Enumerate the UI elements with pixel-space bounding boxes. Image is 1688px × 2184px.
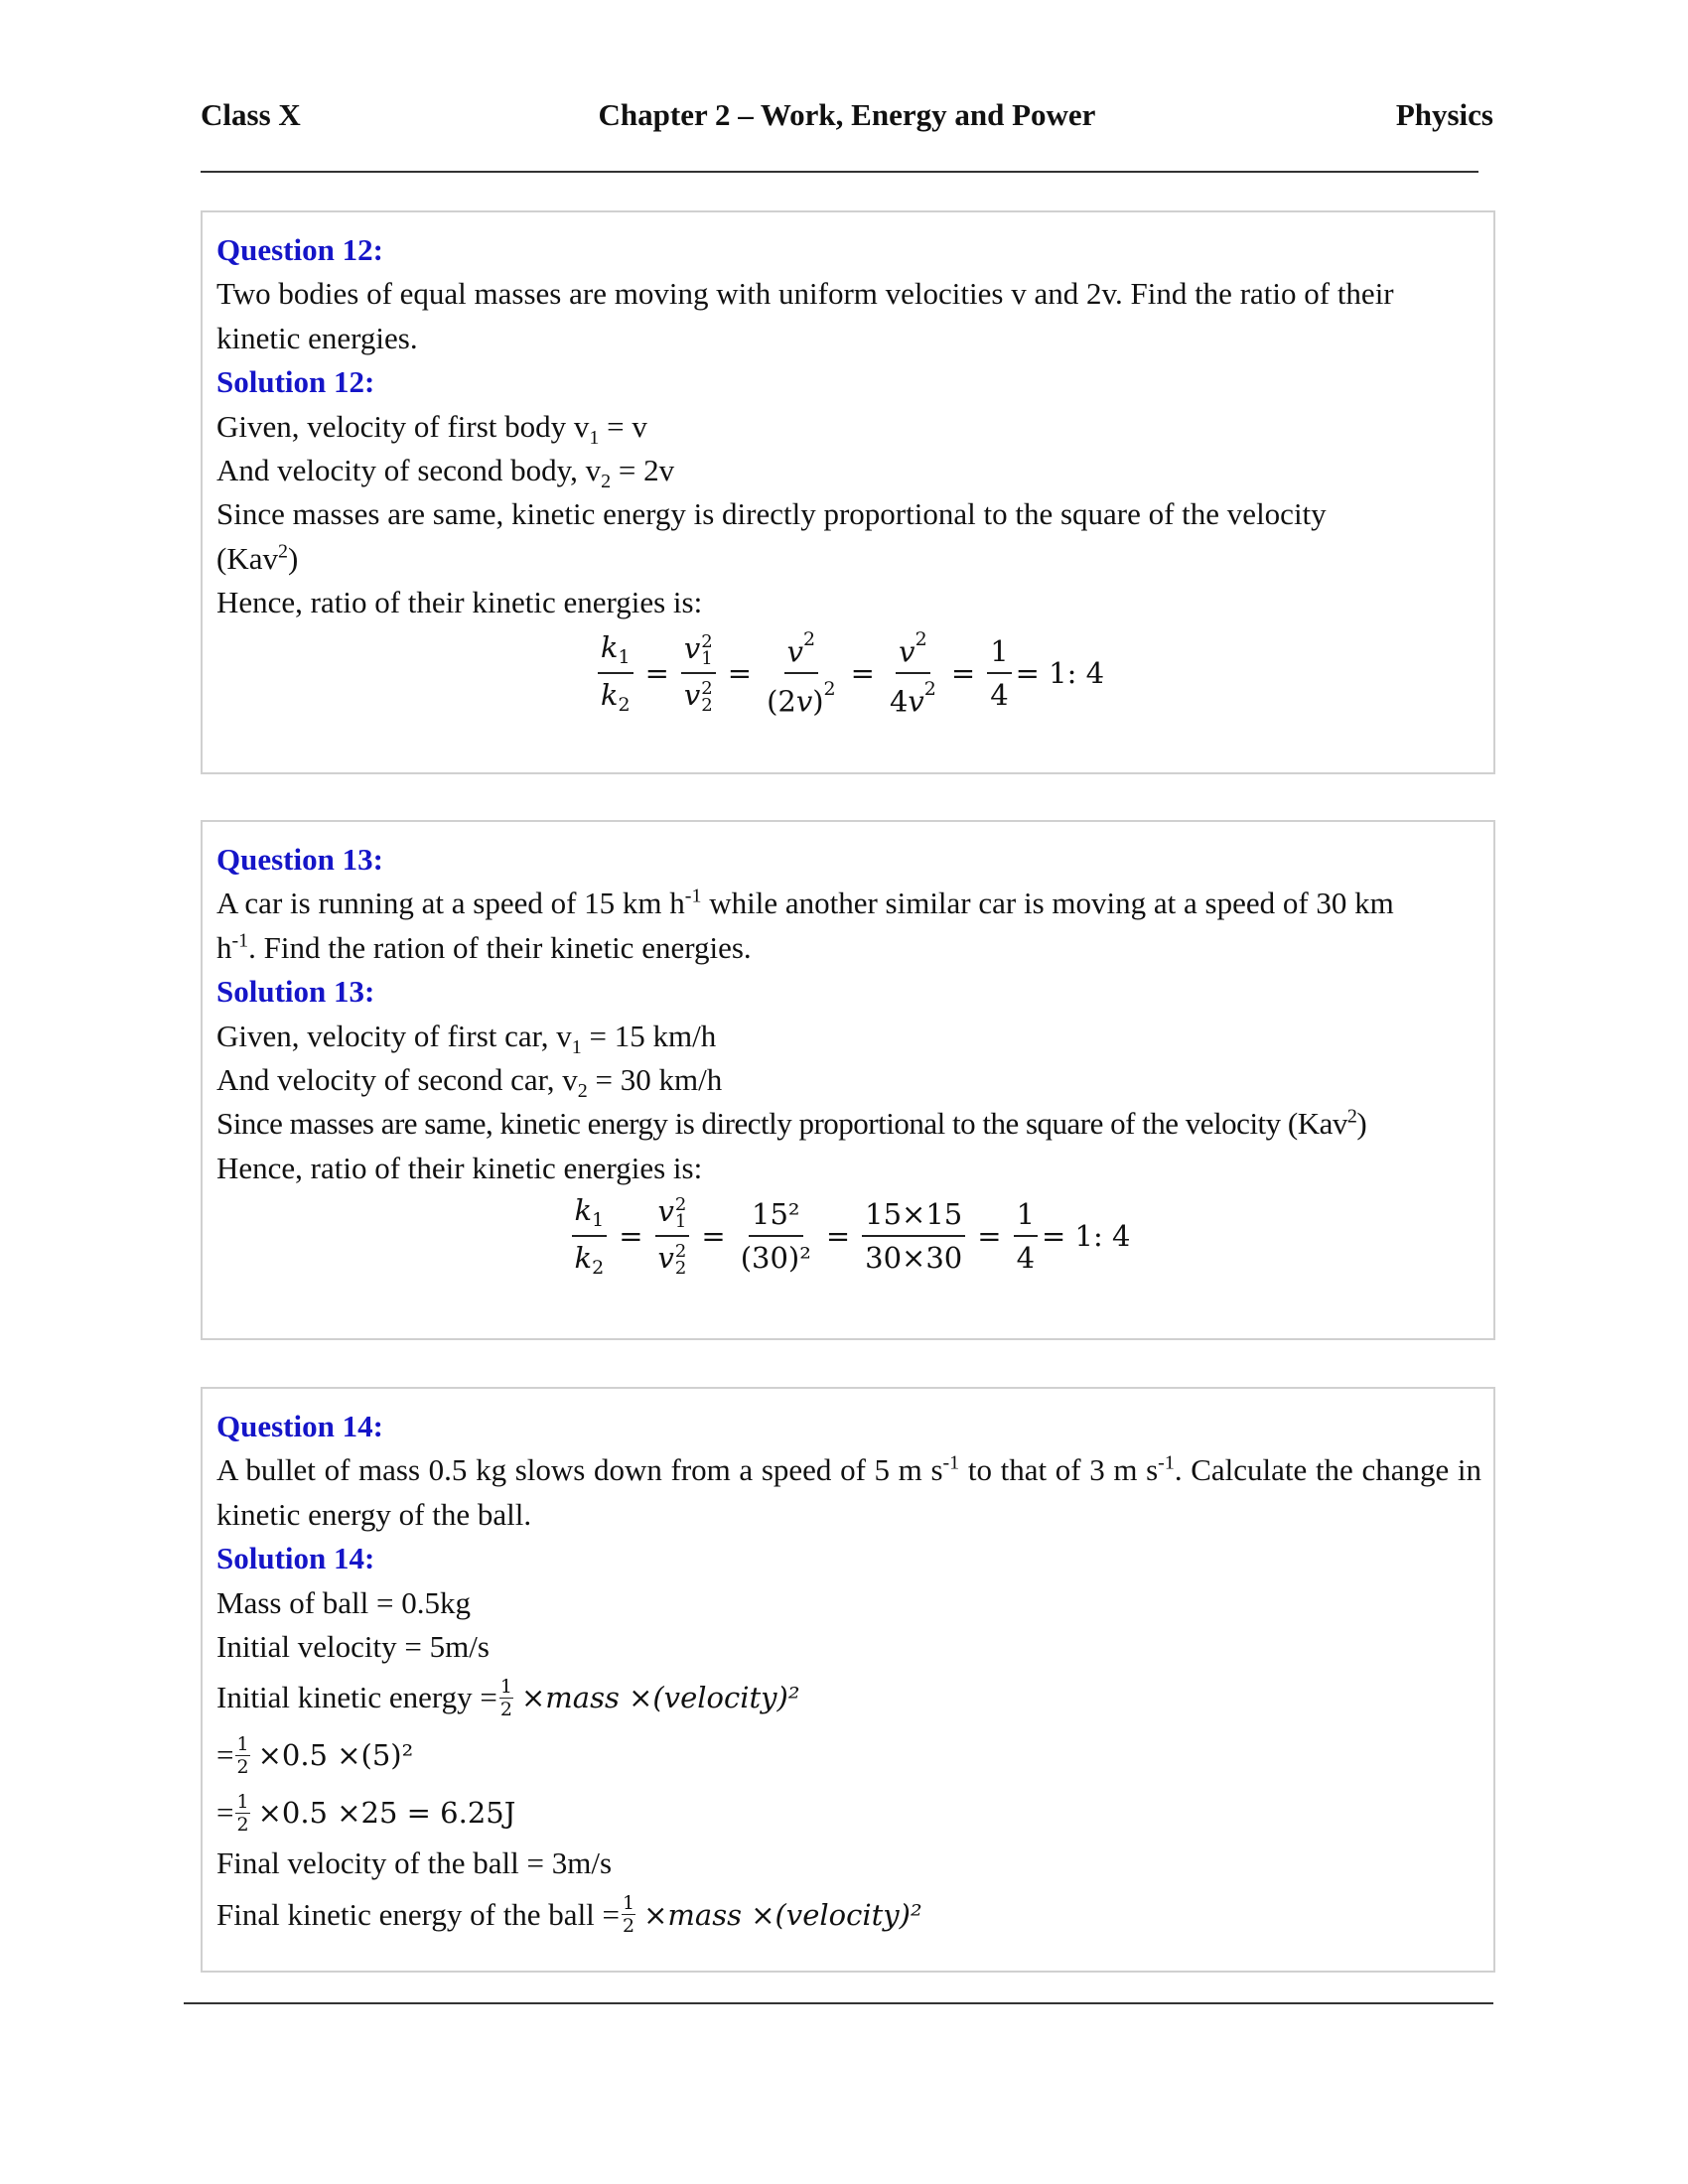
page-header xyxy=(201,97,1493,141)
solution-13-label: Solution 13: xyxy=(216,974,375,1010)
solution-14-line-6: Final velocity of the ball = 3m/s xyxy=(216,1845,613,1881)
solution-12-result: = 1: 4 xyxy=(1015,656,1105,691)
solution-12-line-1: Given, velocity of first body $v_1 = v$ xyxy=(216,408,647,449)
question-12-label: Question 12: xyxy=(216,232,383,267)
header-divider xyxy=(201,171,1478,173)
solution-14-line-1: Mass of ball = 0.5kg xyxy=(216,1584,471,1620)
solution-12-line-3: Since masses are same, kinetic energy is directly proportional to the square of the velocity xyxy=(216,496,1327,532)
header-class: Class X xyxy=(201,97,301,132)
solution-14-line-7: Final kinetic energy of the ball = $\frac{1}{2}$ ×mass ×(velocity)² xyxy=(216,1892,922,1938)
question-12-box xyxy=(201,210,1495,774)
question-12-text: Two bodies of equal masses are moving with uniform velocities v and 2v. Find the ratio of their kinetic energies. xyxy=(216,276,1394,355)
solution-13-equation: $\frac{k_1}{k_2}$ = v 2 1 v 2 2 = $\frac{\text{15²}}{\text{(30)²}}$ = $\frac{15\times 15}{30\times 30}$ = $\frac{1}{4}$ = 1: 4 xyxy=(216,1194,1481,1278)
solution-13-line-4: Hence, ratio of their kinetic energies is: xyxy=(216,1150,703,1185)
solution-12-line-4: (Kav$^2$) xyxy=(216,540,299,576)
question-13-box xyxy=(201,820,1495,1340)
solution-12-line-5: Hence, ratio of their kinetic energies is: xyxy=(216,585,703,620)
header-chapter-title: Chapter 2 – Work, Energy and Power xyxy=(598,97,1096,132)
solution-14-line-3: Initial kinetic energy = $\frac{1}{2}$ ×mass ×(velocity)² xyxy=(216,1675,800,1720)
question-13-text-line-2: $h^{-1}$. Find the ration of their kinetic energies. xyxy=(216,929,752,965)
question-13-label: Question 13: xyxy=(216,842,383,877)
solution-14-step-1: = $\frac{1}{2}$ ×0.5 ×(5)² xyxy=(216,1732,414,1778)
solution-13-line-2: And velocity of second car, $v_2 = 30$ km/h xyxy=(216,1062,723,1103)
question-13-text-line-1: A car is running at a speed of 15 km $h^{-1}$ while another similar car is moving at a speed of 30 km xyxy=(216,886,1394,921)
solution-14-line-2: Initial velocity = 5m/s xyxy=(216,1629,490,1665)
question-14-box xyxy=(201,1387,1495,1973)
header-subject: Physics xyxy=(1395,97,1493,132)
solution-12-label: Solution 12: xyxy=(216,364,375,400)
solution-13-result: = 1: 4 xyxy=(1042,1219,1131,1254)
question-14-text: A bullet of mass 0.5 kg slows down from a speed of 5 m $s^{-1}$ to that of 3 m $s^{-1}$. Calculate the change in kinetic energy of the ball. xyxy=(216,1452,1481,1532)
solution-13-line-1: Given, velocity of first car, $v_1 = 15$ km/h xyxy=(216,1018,717,1058)
question-14-label: Question 14: xyxy=(216,1409,383,1443)
solution-14-label: Solution 14: xyxy=(216,1541,375,1576)
solution-13-line-3: Since masses are same, kinetic energy is directly proportional to the square of the velocity (Kav$^2$) xyxy=(216,1106,1367,1142)
footer-divider xyxy=(184,2002,1493,2004)
solution-14-step-2: = $\frac{1}{2}$ ×0.5 ×25 = 6.25J xyxy=(216,1790,516,1836)
solution-12-equation: $\frac{k_1}{k_2}$ = v 2 1 v 2 2 = $\frac{v^2}{(2v)^2}$ = $\frac{v^2}{4v^2}$ = $\frac{1}{4}$ = 1: 4 xyxy=(216,629,1481,718)
solution-12-line-2: And velocity of second body, $v_2 = 2v$ xyxy=(216,453,675,493)
